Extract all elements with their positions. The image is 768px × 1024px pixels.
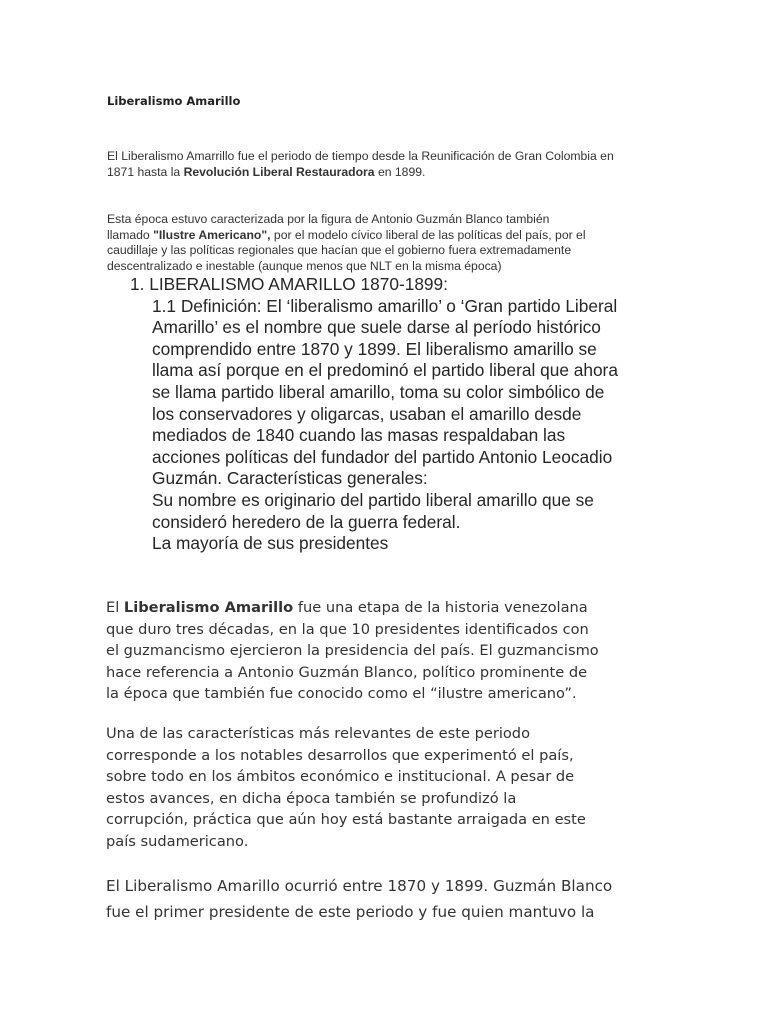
body-paragraph-1-line: que duro tres décadas, en la que 10 presidentes identificados con [106, 620, 589, 638]
intro-paragraph-1 [107, 149, 667, 180]
body-paragraph-2-line: sobre todo en los ámbitos económico e institucional. A pesar de [106, 768, 575, 786]
body-paragraph-3-line: fue el primer presidente de este periodo y fue quien mantuvo la [106, 903, 595, 921]
body-paragraph-2-line: corresponde a los notables desarrollos que experimentó el país, [106, 746, 574, 764]
body-paragraph-1 [106, 597, 666, 705]
body-paragraph-2 [106, 723, 666, 853]
numbered-section-line: mediados de 1840 cuando las masas respaldaban las [152, 425, 566, 446]
body-paragraph-3-line: El Liberalismo Amarillo ocurrió entre 1870 y 1899. Guzmán Blanco [106, 877, 613, 895]
text-run: El [106, 599, 124, 616]
document-title: Liberalismo Amarillo [107, 94, 241, 108]
numbered-section-line: comprendido entre 1870 y 1899. El liberalismo amarillo se [152, 338, 597, 359]
numbered-section-line: Su nombre es originario del partido liberal amarillo que se [152, 489, 594, 510]
body-paragraph-2-line: país sudamericano. [106, 832, 249, 850]
body-paragraph-1-line: la época que también fue conocido como el “ilustre americano”. [106, 685, 577, 703]
numbered-section-line: consideró heredero de la guerra federal. [152, 511, 461, 532]
text-run: por el modelo cívico liberal de las políticas del país, por el [270, 227, 586, 242]
bold-text-run: "Ilustre Americano", [153, 227, 271, 242]
body-paragraph-3 [106, 873, 666, 925]
bold-text-run: Revolución Liberal Restauradora [183, 164, 375, 179]
intro-paragraph-1-line: El Liberalismo Amarrillo fue el periodo de tiempo desde la Reunificación de Gran Colombia en [107, 149, 614, 163]
intro-paragraph-2-line: descentralizado e inestable (aunque menos que NLT en la misma época) [107, 259, 502, 274]
body-paragraph-2-line: Una de las características más relevantes de este periodo [106, 725, 530, 742]
text-run: fue una etapa de la historia venezolana [293, 599, 588, 616]
numbered-section-line: La mayoría de sus presidentes [152, 533, 389, 554]
intro-paragraph-2-line [107, 228, 667, 244]
intro-paragraph-1-line [107, 165, 667, 181]
numbered-section-line: 1.1 Definición: El ‘liberalismo amarillo’ o ‘Gran partido Liberal [152, 295, 618, 316]
text-run: en 1899. [374, 164, 426, 179]
intro-paragraph-2-line: Esta época estuvo caracterizada por la figura de Antonio Guzmán Blanco también [107, 212, 550, 226]
intro-paragraph-2-line: caudillaje y las políticas regionales que hacían que el gobierno fuera extremadamente [107, 243, 572, 258]
bold-text-run: Liberalismo Amarillo [123, 599, 294, 616]
text-run: 1871 hasta la [107, 164, 184, 179]
body-paragraph-2-line: estos avances, en dicha época también se profundizó la [106, 789, 517, 807]
numbered-section-line: se llama partido liberal amarillo, toma su color simbólico de [152, 381, 605, 402]
text-run: llamado [107, 227, 154, 242]
numbered-section [130, 274, 618, 555]
numbered-section-line: Amarillo’ es el nombre que suele darse al período histórico [152, 317, 601, 338]
numbered-section-line: los conservadores y oligarcas, usaban el amarillo desde [152, 403, 582, 424]
numbered-section-heading: 1. LIBERALISMO AMARILLO 1870-1899: [130, 274, 448, 294]
numbered-section-line: Guzmán. Características generales: [152, 468, 428, 489]
body-paragraph-1-line: hace referencia a Antonio Guzmán Blanco, político prominente de [106, 663, 588, 681]
body-paragraph-1-line: el guzmancismo ejercieron la presidencia del país. El guzmancismo [106, 642, 599, 660]
intro-paragraph-2 [107, 212, 667, 275]
numbered-section-line: llama así porque en el predominó el partido liberal que ahora [152, 360, 618, 381]
numbered-section-line: acciones políticas del fundador del partido Antonio Leocadio [152, 446, 613, 467]
body-paragraph-1-line [106, 597, 666, 619]
body-paragraph-2-line: corrupción, práctica que aún hoy está bastante arraigada en este [106, 811, 586, 829]
